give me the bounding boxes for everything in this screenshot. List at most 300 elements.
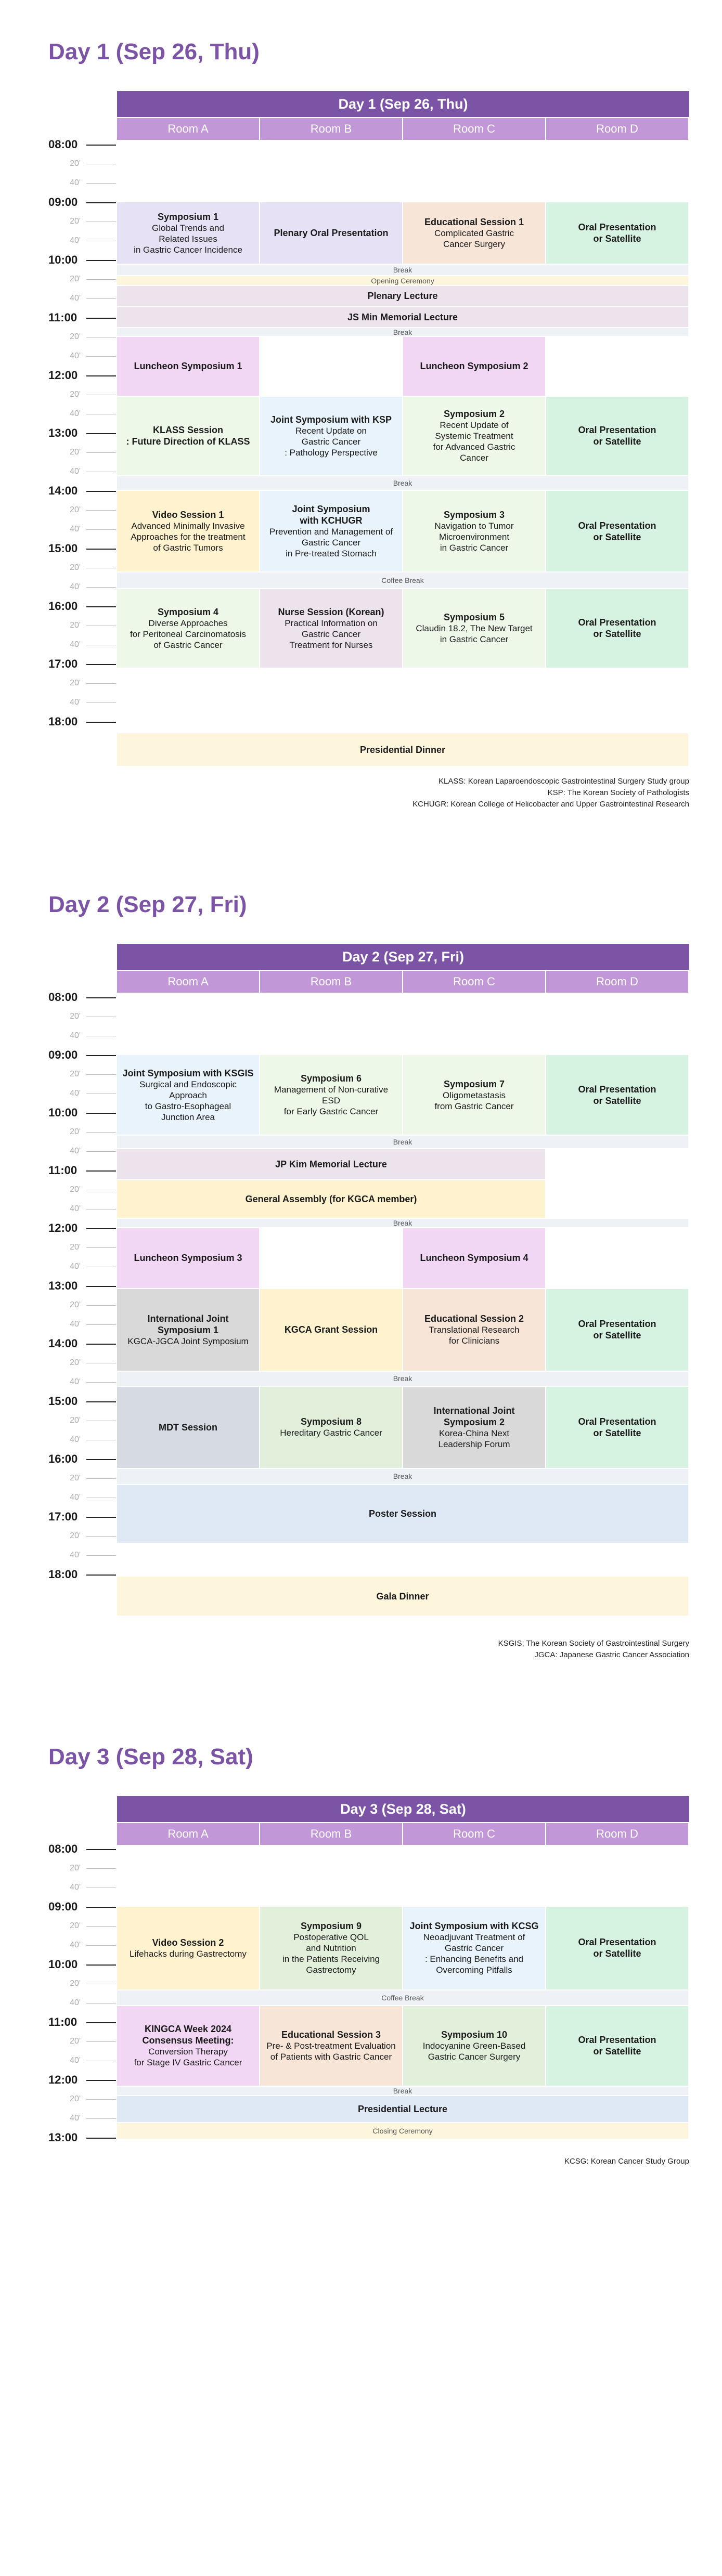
session-subtitle: Pre- & Post-treatment Evaluation of Patients with Gastric Cancer <box>266 2041 396 2062</box>
session-title: International Joint Symposium 2 <box>433 1405 515 1427</box>
time-label: 14:00 <box>48 484 78 497</box>
session-symposium-10[interactable] <box>403 2006 545 2086</box>
minute-tick <box>86 510 116 511</box>
session-title: Break <box>393 1472 412 1481</box>
session-title: Symposium 5 <box>443 612 505 623</box>
minute-tick <box>86 702 116 703</box>
session-title: Oral Presentation or Satellite <box>578 617 656 640</box>
session-title: Symposium 9 <box>300 1921 362 1932</box>
session-joint-symposium-ksgis[interactable] <box>117 1055 259 1135</box>
time-label: 15:00 <box>48 1395 78 1408</box>
minute-label: 20' <box>70 2037 81 2046</box>
session-subtitle: Postoperative QOL and Nutrition in the Patients Receiving Gastrectomy <box>282 1932 380 1975</box>
time-label: 08:00 <box>48 1842 78 1855</box>
minute-label: 40' <box>70 467 81 476</box>
time-label: 10:00 <box>48 253 78 266</box>
minute-tick <box>86 2118 116 2119</box>
session-title: Gala Dinner <box>376 1591 429 1602</box>
session-subtitle: Recent Update on Gastric Cancer : Pathology Perspective <box>285 425 378 458</box>
time-label: 11:00 <box>48 1164 78 1177</box>
session-subtitle: Diverse Approaches for Peritoneal Carcinomatosis of Gastric Cancer <box>130 618 246 650</box>
time-label: 12:00 <box>48 369 78 382</box>
time-label: 13:00 <box>48 2131 78 2144</box>
session-subtitle: Recent Update of Systemic Treatment for Advanced Gastric Cancer <box>433 420 515 463</box>
time-label: 09:00 <box>48 1900 78 1913</box>
minute-label: 40' <box>70 1883 81 1892</box>
minute-label: 20' <box>70 679 81 687</box>
minute-tick <box>86 1536 116 1537</box>
hour-tick <box>86 145 116 146</box>
session-subtitle: Neoadjuvant Treatment of Gastric Cancer : Enhancing Benefits and Overcoming Pitfalls <box>423 1932 525 1975</box>
hour-tick <box>86 375 116 376</box>
minute-label: 20' <box>70 1070 81 1078</box>
session-break-3[interactable] <box>117 476 688 490</box>
session-title: Educational Session 3 <box>281 2029 381 2040</box>
minute-tick <box>86 452 116 453</box>
hour-tick <box>86 997 116 998</box>
day-table-header: Day 1 (Sep 26, Thu) <box>117 91 689 117</box>
minute-tick <box>86 1132 116 1133</box>
hour-tick <box>86 260 116 261</box>
minute-tick <box>86 1382 116 1383</box>
time-label: 08:00 <box>48 991 78 1004</box>
session-title: Break <box>393 2087 412 2096</box>
legend-line: JGCA: Japanese Gastric Cancer Association <box>534 1650 689 1659</box>
session-title: KLASS Session : Future Direction of KLASS <box>126 425 250 447</box>
minute-tick <box>86 279 116 280</box>
minute-label: 40' <box>70 1493 81 1502</box>
session-title: Oral Presentation or Satellite <box>578 1937 656 1959</box>
minute-tick <box>86 1247 116 1248</box>
session-oral-presentation-9[interactable] <box>546 2006 688 2086</box>
session-break-5[interactable] <box>117 1219 688 1228</box>
minute-label: 40' <box>70 640 81 649</box>
minute-tick <box>86 1945 116 1946</box>
time-label: 12:00 <box>48 1221 78 1234</box>
minute-label: 40' <box>70 352 81 360</box>
session-title: Luncheon Symposium 2 <box>420 361 528 372</box>
minute-tick <box>86 1074 116 1075</box>
legend-line: KCSG: Korean Cancer Study Group <box>564 2157 689 2166</box>
session-presidential-lecture[interactable] <box>117 2096 688 2122</box>
session-title: Symposium 4 <box>157 606 219 617</box>
session-subtitle: Indocyanine Green-Based Gastric Cancer Surgery <box>422 2041 526 2062</box>
hour-tick <box>86 2080 116 2081</box>
session-kgca-grant-session[interactable] <box>260 1289 402 1371</box>
hour-tick <box>86 433 116 434</box>
abbreviation-legend <box>498 1638 689 1661</box>
minute-label: 40' <box>70 2056 81 2065</box>
minute-label: 40' <box>70 525 81 534</box>
time-label: 13:00 <box>48 426 78 439</box>
room-header-b: Room B <box>260 971 402 993</box>
session-oral-presentation-8[interactable] <box>546 1907 688 1989</box>
minute-label: 20' <box>70 563 81 572</box>
session-poster-session[interactable] <box>117 1485 688 1543</box>
hour-tick <box>86 606 116 607</box>
session-title: Video Session 1 <box>152 510 224 521</box>
room-header-a: Room A <box>117 118 259 140</box>
time-label: 16:00 <box>48 1452 78 1465</box>
session-subtitle: Navigation to Tumor Microenvironment in Gastric Cancer <box>434 521 514 553</box>
session-general-assembly[interactable] <box>117 1180 545 1218</box>
minute-tick <box>86 683 116 684</box>
minute-label: 20' <box>70 1416 81 1425</box>
session-educational-session-3[interactable] <box>260 2006 402 2086</box>
session-subtitle: Claudin 18.2, The New Target in Gastric Cancer <box>416 623 533 645</box>
minute-label: 20' <box>70 1300 81 1309</box>
hour-tick <box>86 1517 116 1518</box>
minute-label: 40' <box>70 1320 81 1329</box>
session-title: Presidential Lecture <box>357 2104 448 2115</box>
hour-tick <box>86 202 116 203</box>
minute-label: 40' <box>70 294 81 303</box>
minute-label: 20' <box>70 217 81 226</box>
minute-label: 40' <box>70 1147 81 1155</box>
minute-label: 20' <box>70 1531 81 1540</box>
hour-tick <box>86 1459 116 1460</box>
minute-label: 20' <box>70 2094 81 2103</box>
hour-tick <box>86 1344 116 1345</box>
minute-label: 20' <box>70 448 81 457</box>
minute-label: 40' <box>70 1089 81 1098</box>
session-symposium-7[interactable] <box>403 1055 545 1135</box>
hour-tick <box>86 549 116 550</box>
day-section-day2 <box>0 892 722 1724</box>
minute-label: 20' <box>70 505 81 514</box>
session-subtitle: Practical Information on Gastric Cancer Treatment for Nurses <box>285 618 378 650</box>
session-video-session-1[interactable] <box>117 491 259 571</box>
session-title: KGCA Grant Session <box>284 1324 378 1335</box>
session-coffee-break-2[interactable] <box>117 1990 688 2005</box>
minute-tick <box>86 1555 116 1556</box>
session-oral-presentation-6[interactable] <box>546 1289 688 1371</box>
session-title: JP Kim Memorial Lecture <box>275 1159 387 1169</box>
hour-tick <box>86 318 116 319</box>
minute-label: 20' <box>70 1012 81 1021</box>
session-klass-session[interactable] <box>117 397 259 476</box>
day-heading: Day 3 (Sep 28, Sat) <box>48 1744 253 1770</box>
minute-label: 40' <box>70 1377 81 1386</box>
day-heading: Day 2 (Sep 27, Fri) <box>48 892 247 917</box>
session-title: Closing Ceremony <box>372 2126 433 2135</box>
session-title: Joint Symposium with KSGIS <box>122 1068 254 1078</box>
session-title: Luncheon Symposium 1 <box>134 361 242 372</box>
session-symposium-6[interactable] <box>260 1055 402 1135</box>
minute-label: 40' <box>70 698 81 707</box>
session-title: Break <box>393 1374 412 1383</box>
session-mdt-session[interactable] <box>117 1387 259 1467</box>
session-title: Symposium 7 <box>443 1078 505 1089</box>
session-oral-presentation-3[interactable] <box>546 491 688 571</box>
time-label: 09:00 <box>48 1048 78 1061</box>
hour-tick <box>86 1575 116 1576</box>
session-subtitle: KGCA-JGCA Joint Symposium <box>127 1336 249 1346</box>
session-title: Luncheon Symposium 3 <box>134 1253 242 1264</box>
session-title: Symposium 10 <box>441 2029 508 2040</box>
room-header-a: Room A <box>117 971 259 993</box>
session-title: Coffee Break <box>381 1993 424 2002</box>
legend-line: KCHUGR: Korean College of Helicobacter and Upper Gastrointestinal Research <box>412 800 689 809</box>
minute-label: 20' <box>70 390 81 399</box>
session-title: Symposium 8 <box>300 1416 362 1427</box>
session-break-7[interactable] <box>117 1469 688 1484</box>
session-kingca-week-consensus[interactable] <box>117 2006 259 2086</box>
session-title: Joint Symposium with KSP <box>270 414 392 425</box>
day-heading: Day 1 (Sep 26, Thu) <box>48 39 260 64</box>
session-video-session-2[interactable] <box>117 1907 259 1989</box>
room-header-d: Room D <box>546 971 688 993</box>
minute-label: 20' <box>70 1979 81 1988</box>
minute-tick <box>86 183 116 184</box>
session-plenary-oral-presentation[interactable] <box>260 202 402 264</box>
session-break-2[interactable] <box>117 328 688 336</box>
minute-label: 40' <box>70 178 81 187</box>
time-label: 14:00 <box>48 1337 78 1350</box>
session-title: Oral Presentation or Satellite <box>578 425 656 447</box>
time-label: 18:00 <box>48 1568 78 1581</box>
session-subtitle: Global Trends and Related Issues in Gastric Cancer Incidence <box>134 223 242 255</box>
session-nurse-session[interactable] <box>260 589 402 668</box>
minute-label: 40' <box>70 1435 81 1444</box>
hour-tick <box>86 1286 116 1287</box>
minute-tick <box>86 2041 116 2042</box>
session-closing-ceremony[interactable] <box>117 2123 688 2138</box>
session-oral-presentation-1[interactable] <box>546 202 688 264</box>
session-subtitle: Complicated Gastric Cancer Surgery <box>434 228 514 250</box>
minute-label: 20' <box>70 159 81 168</box>
minute-label: 20' <box>70 275 81 283</box>
room-header-d: Room D <box>546 1823 688 1845</box>
time-label: 15:00 <box>48 542 78 555</box>
session-title: Joint Symposium with KCHUGR <box>292 504 370 526</box>
minute-tick <box>86 2099 116 2100</box>
session-title: Oral Presentation or Satellite <box>578 1084 656 1106</box>
minute-label: 20' <box>70 1127 81 1136</box>
session-title: Break <box>393 266 412 275</box>
session-joint-symposium-ksp[interactable] <box>260 397 402 476</box>
day-section-day3 <box>0 1744 722 2576</box>
room-header-c: Room C <box>403 1823 545 1845</box>
minute-label: 20' <box>70 332 81 341</box>
minute-tick <box>86 1478 116 1479</box>
session-subtitle: Prevention and Management of Gastric Cancer in Pre-treated Stomach <box>269 527 393 559</box>
session-title: Plenary Oral Presentation <box>274 228 389 239</box>
time-label: 11:00 <box>48 311 78 324</box>
legend-line: KSP: The Korean Society of Pathologists <box>547 788 689 797</box>
room-header-b: Room B <box>260 118 402 140</box>
session-subtitle: Management of Non-curative ESD for Early Gastric Cancer <box>274 1085 389 1117</box>
session-presidential-dinner[interactable] <box>117 733 688 766</box>
session-oral-presentation-7[interactable] <box>546 1387 688 1467</box>
minute-label: 40' <box>70 409 81 418</box>
legend-line: KLASS: Korean Laparoendoscopic Gastrointestinal Surgery Study group <box>439 777 689 786</box>
time-label: 08:00 <box>48 138 78 151</box>
hour-tick <box>86 491 116 492</box>
session-title: Luncheon Symposium 4 <box>420 1253 528 1264</box>
time-label: 13:00 <box>48 1279 78 1292</box>
session-coffee-break[interactable] <box>117 573 688 588</box>
minute-tick <box>86 1305 116 1306</box>
session-title: Coffee Break <box>381 576 424 584</box>
hour-tick <box>86 1170 116 1172</box>
hour-tick <box>86 664 116 665</box>
session-oral-presentation-4[interactable] <box>546 589 688 668</box>
session-subtitle: Lifehacks during Gastrectomy <box>130 1948 247 1959</box>
session-symposium-3[interactable] <box>403 491 545 571</box>
hour-tick <box>86 1228 116 1229</box>
minute-label: 40' <box>70 1204 81 1213</box>
time-label: 12:00 <box>48 2073 78 2086</box>
session-js-min-memorial-lecture[interactable] <box>117 307 688 328</box>
session-symposium-1[interactable] <box>117 202 259 264</box>
time-label: 10:00 <box>48 1106 78 1119</box>
minute-tick <box>86 587 116 588</box>
room-header-d: Room D <box>546 118 688 140</box>
session-title: Joint Symposium with KCSG <box>409 1921 539 1932</box>
session-break-6[interactable] <box>117 1372 688 1386</box>
hour-tick <box>86 1401 116 1402</box>
hour-tick <box>86 1907 116 1908</box>
hour-tick <box>86 2022 116 2023</box>
session-opening-ceremony[interactable] <box>117 276 688 285</box>
session-joint-symposium-kchugr[interactable] <box>260 491 402 571</box>
session-title: Nurse Session (Korean) <box>278 606 384 617</box>
day-table-header: Day 2 (Sep 27, Fri) <box>117 944 689 970</box>
session-title: Plenary Lecture <box>367 291 438 302</box>
session-title: Educational Session 1 <box>424 217 524 228</box>
session-title: Break <box>393 328 412 336</box>
session-luncheon-symposium-4[interactable] <box>403 1228 545 1288</box>
session-title: JS Min Memorial Lecture <box>347 311 458 322</box>
session-title: Symposium 6 <box>300 1073 362 1084</box>
session-joint-symposium-kcsg[interactable] <box>403 1907 545 1989</box>
session-educational-session-2[interactable] <box>403 1289 545 1371</box>
minute-label: 20' <box>70 1921 81 1930</box>
session-title: MDT Session <box>158 1422 218 1433</box>
session-symposium-5[interactable] <box>403 589 545 668</box>
minute-tick <box>86 529 116 530</box>
minute-tick <box>86 356 116 357</box>
session-luncheon-symposium-2[interactable] <box>403 337 545 396</box>
day-table-header: Day 3 (Sep 28, Sat) <box>117 1796 689 1822</box>
session-title: Symposium 3 <box>443 510 505 521</box>
hour-tick <box>86 1055 116 1056</box>
time-label: 17:00 <box>48 657 78 670</box>
minute-tick <box>86 1324 116 1325</box>
session-jp-kim-memorial-lecture[interactable] <box>117 1149 545 1179</box>
time-label: 18:00 <box>48 715 78 728</box>
session-subtitle: Conversion Therapy for Stage IV Gastric Cancer <box>134 2047 242 2068</box>
room-header-a: Room A <box>117 1823 259 1845</box>
minute-label: 40' <box>70 582 81 591</box>
session-title: Oral Presentation or Satellite <box>578 222 656 244</box>
room-header-c: Room C <box>403 971 545 993</box>
time-label: 17:00 <box>48 1510 78 1523</box>
session-educational-session-1[interactable] <box>403 202 545 264</box>
minute-label: 40' <box>70 2114 81 2123</box>
session-title: Presidential Dinner <box>359 744 446 755</box>
minute-tick <box>86 1151 116 1152</box>
session-title: General Assembly (for KGCA member) <box>245 1193 417 1204</box>
minute-label: 40' <box>70 236 81 245</box>
hour-tick <box>86 1964 116 1966</box>
session-title: Break <box>393 1218 412 1227</box>
session-subtitle: Translational Research for Clinicians <box>429 1325 520 1346</box>
session-title: Symposium 1 <box>157 211 219 222</box>
day-section-day1 <box>0 39 722 871</box>
session-symposium-4[interactable] <box>117 589 259 668</box>
session-subtitle: Korea-China Next Leadership Forum <box>438 1428 510 1449</box>
session-luncheon-symposium-3[interactable] <box>117 1228 259 1288</box>
hour-tick <box>86 1849 116 1850</box>
time-label: 11:00 <box>48 2015 78 2028</box>
session-title: Oral Presentation or Satellite <box>578 520 656 542</box>
session-title: Break <box>393 479 412 488</box>
session-luncheon-symposium-1[interactable] <box>117 337 259 396</box>
session-oral-presentation-2[interactable] <box>546 397 688 476</box>
minute-label: 40' <box>70 1551 81 1559</box>
legend-line: KSGIS: The Korean Society of Gastrointestinal Surgery <box>498 1639 689 1648</box>
minute-label: 40' <box>70 1998 81 2007</box>
session-subtitle: Hereditary Gastric Cancer <box>280 1428 382 1438</box>
room-header-b: Room B <box>260 1823 402 1845</box>
minute-label: 20' <box>70 621 81 630</box>
minute-label: 40' <box>70 1031 81 1040</box>
minute-label: 40' <box>70 1262 81 1271</box>
session-title: International Joint Symposium 1 <box>147 1313 229 1335</box>
session-title: Video Session 2 <box>152 1937 224 1948</box>
session-break-1[interactable] <box>117 265 688 275</box>
session-title: Educational Session 2 <box>424 1313 524 1324</box>
session-title: Symposium 2 <box>443 409 505 420</box>
session-plenary-lecture[interactable] <box>117 286 688 306</box>
minute-label: 20' <box>70 1243 81 1252</box>
time-label: 16:00 <box>48 600 78 613</box>
minute-label: 20' <box>70 1864 81 1872</box>
session-symposium-2[interactable] <box>403 397 545 476</box>
time-label: 09:00 <box>48 196 78 209</box>
session-title: Oral Presentation or Satellite <box>578 2035 656 2057</box>
hour-tick <box>86 2138 116 2139</box>
minute-label: 20' <box>70 1358 81 1367</box>
session-symposium-8[interactable] <box>260 1387 402 1467</box>
session-title: Break <box>393 1138 412 1147</box>
minute-label: 40' <box>70 1941 81 1949</box>
session-subtitle: Surgical and Endoscopic Approach to Gastro-Esophageal Junction Area <box>139 1079 237 1122</box>
session-subtitle: Advanced Minimally Invasive Approaches for the treatment of Gastric Tumors <box>131 521 246 553</box>
minute-label: 20' <box>70 1474 81 1482</box>
session-gala-dinner[interactable] <box>117 1577 688 1616</box>
minute-tick <box>86 1926 116 1927</box>
session-title: Opening Ceremony <box>371 276 434 285</box>
session-international-joint-symposium-1[interactable] <box>117 1289 259 1371</box>
session-break-8[interactable] <box>117 2087 688 2096</box>
session-title: Poster Session <box>368 1508 437 1519</box>
session-symposium-9[interactable] <box>260 1907 402 1989</box>
session-international-joint-symposium-2[interactable] <box>403 1387 545 1467</box>
session-break-4[interactable] <box>117 1136 688 1148</box>
session-title: KINGCA Week 2024 Consensus Meeting: <box>142 2024 234 2046</box>
minute-label: 20' <box>70 1185 81 1194</box>
minute-tick <box>86 1868 116 1869</box>
time-label: 10:00 <box>48 1958 78 1971</box>
room-header-c: Room C <box>403 118 545 140</box>
session-oral-presentation-5[interactable] <box>546 1055 688 1135</box>
abbreviation-legend <box>564 2156 689 2167</box>
session-title: Oral Presentation or Satellite <box>578 1416 656 1438</box>
minute-tick <box>86 298 116 299</box>
